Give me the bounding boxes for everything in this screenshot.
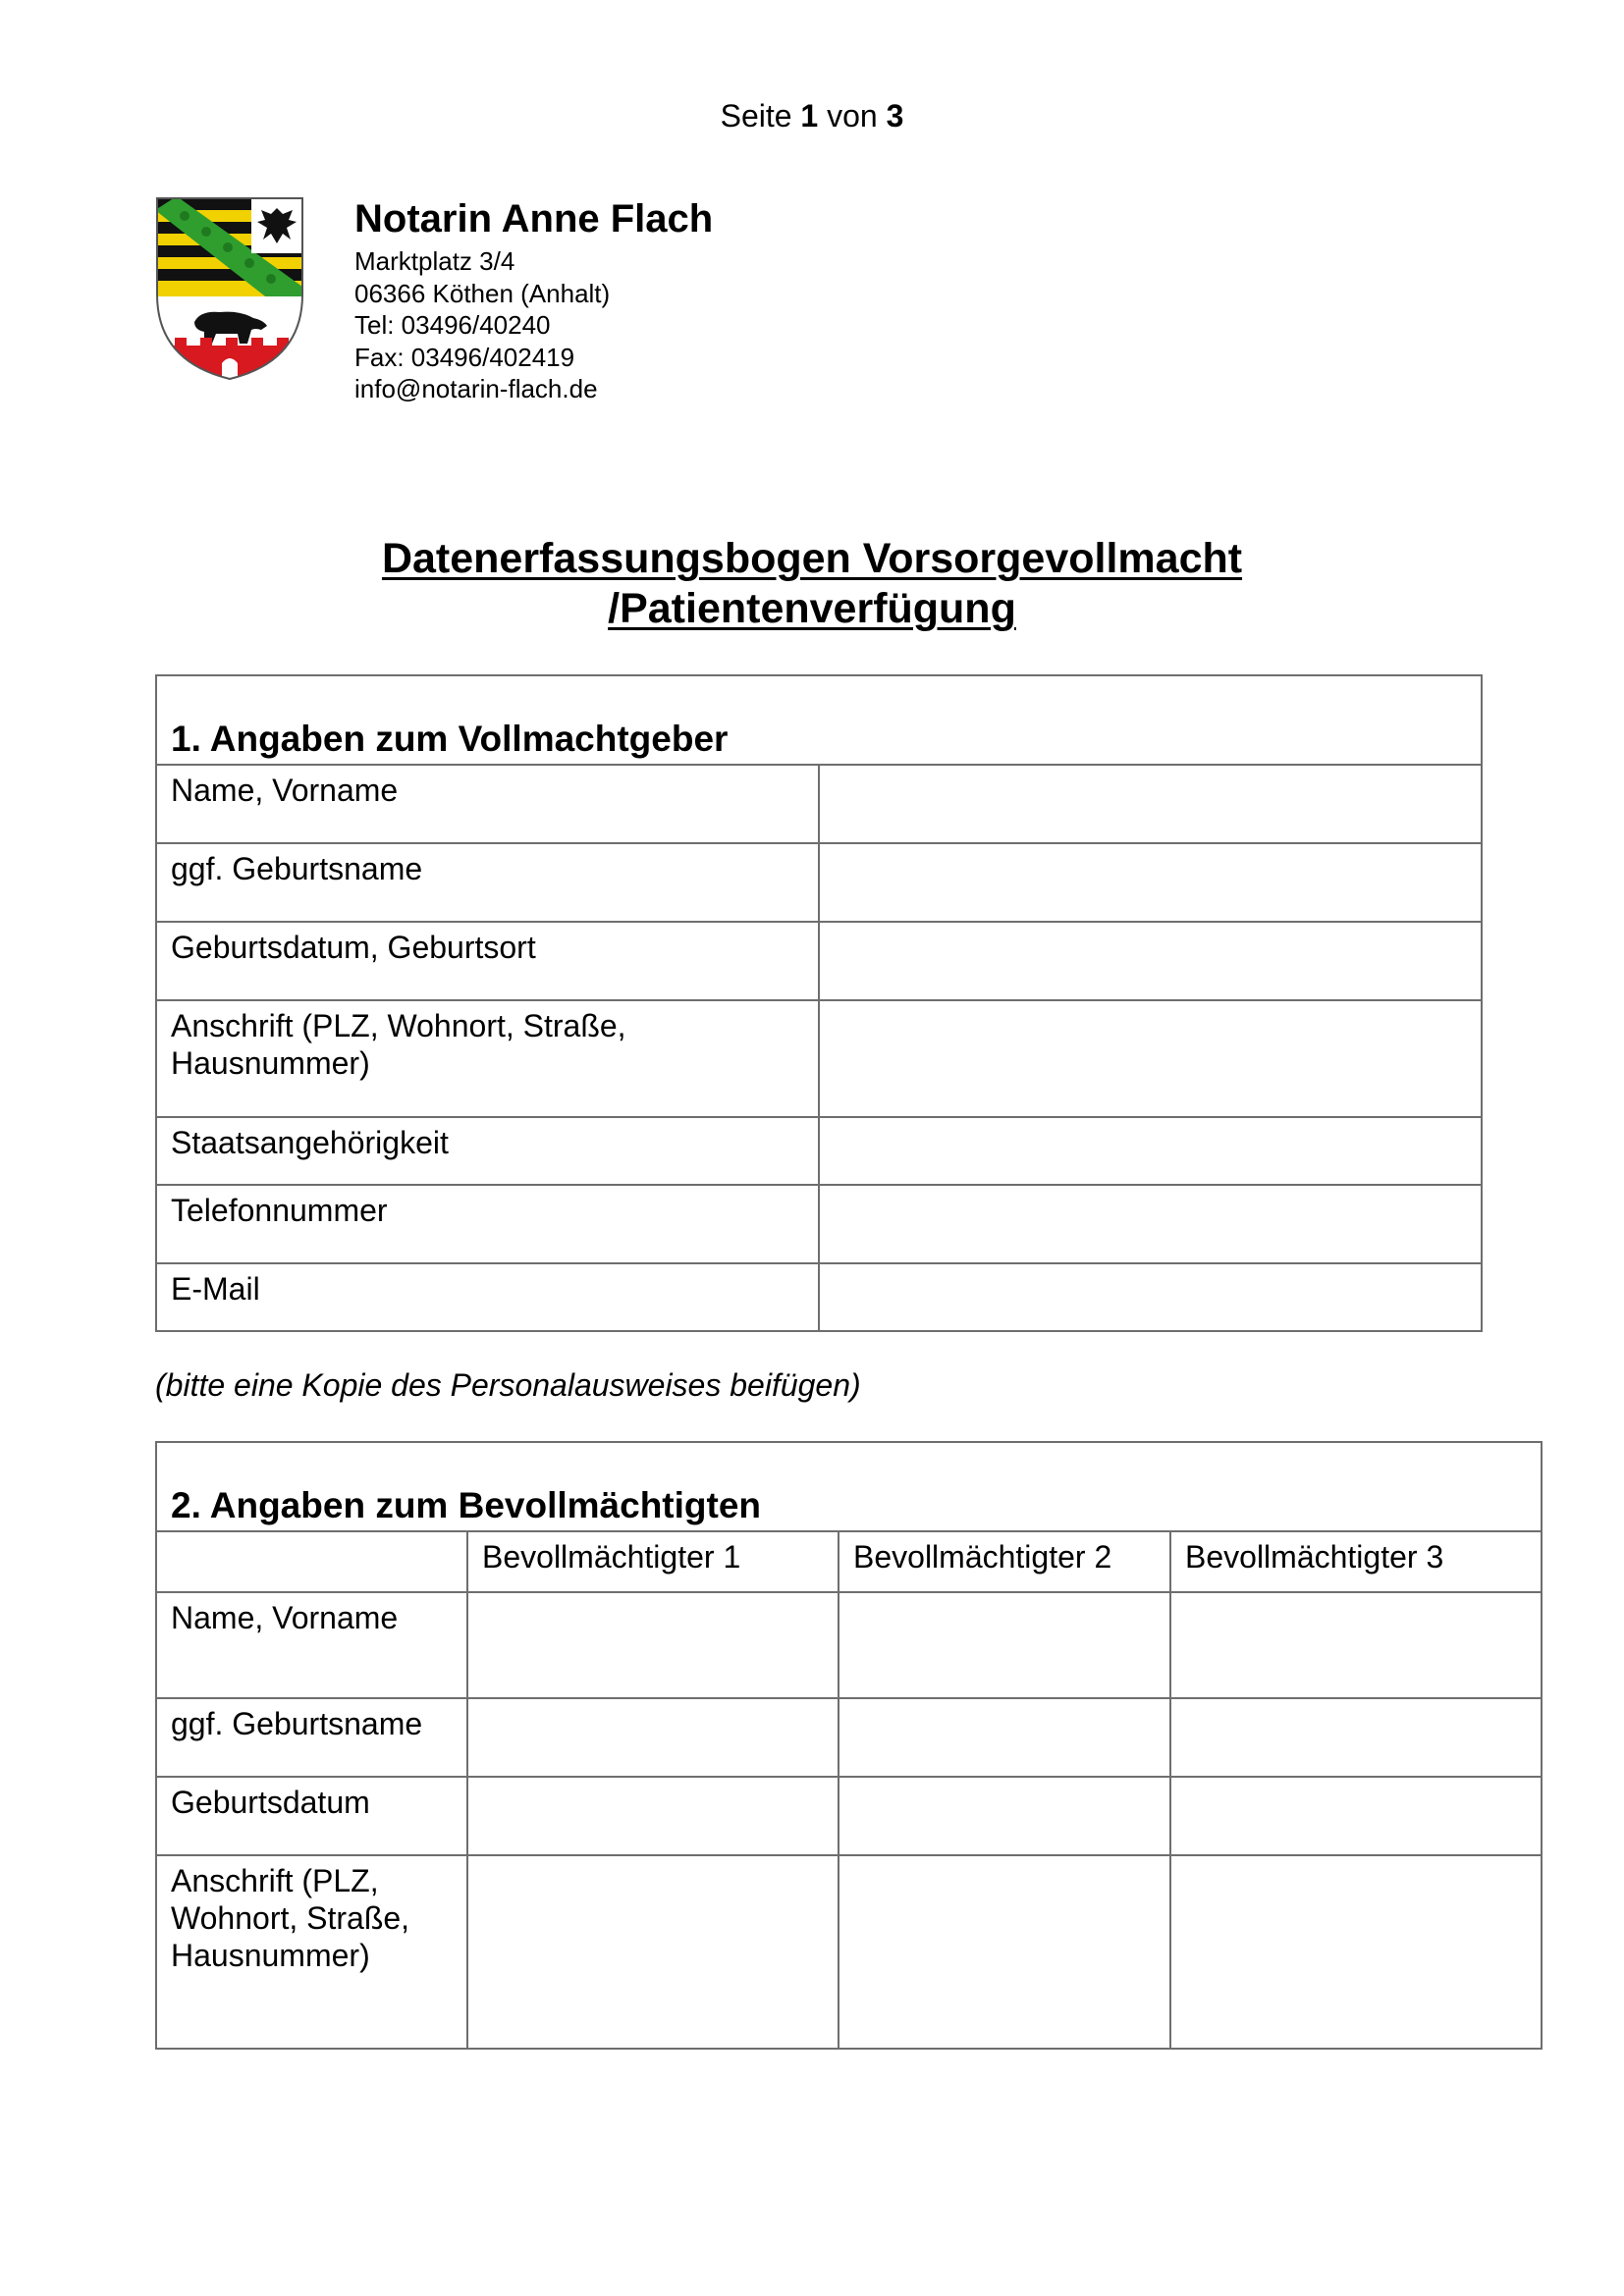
page-number (0, 96, 1624, 135)
field-label: Staatsangehörigkeit (156, 1117, 819, 1185)
field-value[interactable] (467, 1698, 839, 1777)
field-value[interactable] (1170, 1592, 1542, 1698)
field-label: E-Mail (156, 1263, 819, 1331)
office-phone: Tel: 03496/40240 (354, 310, 551, 340)
field-label: ggf. Geburtsname (156, 1698, 467, 1777)
grantor-table (155, 674, 1483, 1332)
section2-heading: 2. Angaben zum Bevollmächtigten (156, 1442, 1542, 1531)
field-value[interactable] (819, 1117, 1482, 1185)
office-fax: Fax: 03496/402419 (354, 342, 575, 372)
id-copy-note: (bitte eine Kopie des Personalausweises beifügen) (155, 1367, 861, 1403)
document-title-line1: Datenerfassungsbogen Vorsorgevollmacht (381, 535, 1243, 582)
column-header: Bevollmächtigter 1 (467, 1531, 839, 1592)
field-label: Name, Vorname (156, 765, 819, 843)
page-word: Seite (720, 98, 792, 133)
field-value[interactable] (467, 1855, 839, 2049)
field-value[interactable] (839, 1855, 1170, 2049)
field-value[interactable] (819, 922, 1482, 1000)
column-header-empty (156, 1531, 467, 1592)
field-label: ggf. Geburtsname (156, 843, 819, 922)
field-value[interactable] (819, 843, 1482, 922)
office-street: Marktplatz 3/4 (354, 246, 515, 276)
office-address (354, 194, 713, 405)
field-label: Anschrift (PLZ, Wohnort, Straße, Hausnummer) (156, 1000, 819, 1117)
page-total: 3 (886, 98, 904, 133)
office-name: Notarin Anne Flach (354, 197, 714, 240)
document-title-line2: /Patientenverfügung (608, 585, 1016, 632)
field-value[interactable] (839, 1592, 1170, 1698)
coat-of-arms-icon (155, 196, 304, 381)
office-city: 06366 Köthen (Anhalt) (354, 278, 611, 308)
field-label: Telefonnummer (156, 1185, 819, 1263)
field-value[interactable] (819, 1000, 1482, 1117)
section1-heading: 1. Angaben zum Vollmachtgeber (156, 675, 1482, 765)
column-header: Bevollmächtigter 3 (1170, 1531, 1542, 1592)
field-value[interactable] (1170, 1777, 1542, 1855)
field-label: Anschrift (PLZ, Wohnort, Straße, Hausnummer) (156, 1855, 467, 2049)
field-label: Geburtsdatum (156, 1777, 467, 1855)
field-label: Name, Vorname (156, 1592, 467, 1698)
field-value[interactable] (839, 1698, 1170, 1777)
field-value[interactable] (1170, 1855, 1542, 2049)
page-of-word: von (827, 98, 878, 133)
column-header: Bevollmächtigter 2 (839, 1531, 1170, 1592)
field-value[interactable] (467, 1592, 839, 1698)
document-title (0, 534, 1624, 634)
field-value[interactable] (839, 1777, 1170, 1855)
office-email: info@notarin-flach.de (354, 374, 598, 403)
field-value[interactable] (819, 765, 1482, 843)
field-value[interactable] (1170, 1698, 1542, 1777)
field-value[interactable] (819, 1185, 1482, 1263)
field-label: Geburtsdatum, Geburtsort (156, 922, 819, 1000)
attorney-table (155, 1441, 1543, 2050)
page-current: 1 (800, 98, 819, 133)
field-value[interactable] (467, 1777, 839, 1855)
field-value[interactable] (819, 1263, 1482, 1331)
